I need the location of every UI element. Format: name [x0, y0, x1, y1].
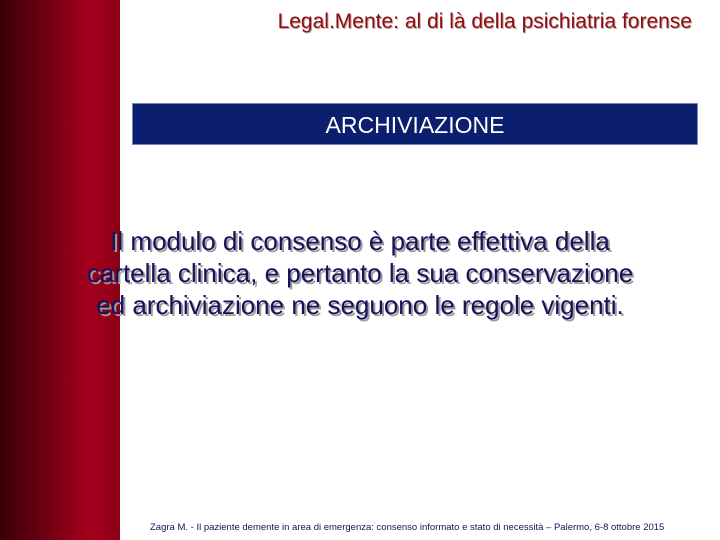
section-heading-banner [132, 103, 698, 145]
footer-citation: Zagra M. - Il paziente demente in area di emergenza: consenso informato e stato di necessità – Palermo, 6-8 ottobre 2015 [150, 522, 665, 533]
section-heading: ARCHIVIAZIONE [325, 112, 505, 138]
body-line: ed archiviazione ne seguono le regole vigenti. [96, 290, 624, 320]
body-line: cartella clinica, e pertanto la sua conservazione [86, 258, 634, 288]
body-line: Il modulo di consenso è parte effettiva della [110, 226, 610, 256]
slide-title: Legal.Mente: al di là della psichiatria forense [277, 10, 692, 33]
body-text [20, 225, 700, 321]
